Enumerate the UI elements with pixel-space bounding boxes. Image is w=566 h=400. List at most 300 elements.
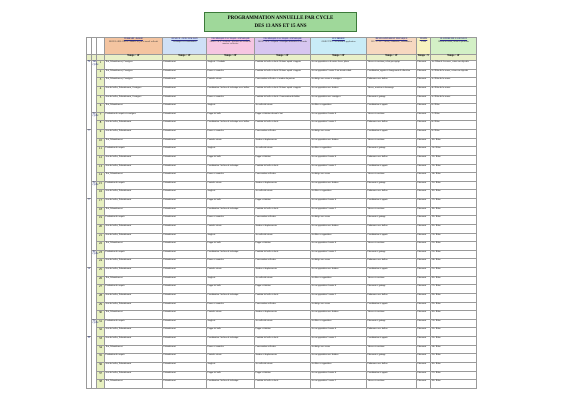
schedule-cell: Conduite de balle et duels. Relance rapide et appuis: [255, 86, 311, 95]
week-number: 17: [97, 199, 105, 208]
week-number: 22: [97, 242, 105, 251]
schedule-cell: Conservation collective: [255, 130, 311, 139]
schedule-cell: Jonglerie: [207, 362, 255, 371]
schedule-cell: Jeu en opposition en 4 contre 4 avec jokers: [311, 61, 367, 70]
schedule-cell: Soutien et deplacements: [255, 138, 311, 147]
schedule-cell: 35e. Bilan: [431, 354, 477, 363]
table-row: [87, 345, 477, 354]
schedule-cell: Jeu dirige avec zones: [311, 216, 367, 225]
schedule-cell: Frappe et finition: [255, 285, 311, 294]
week-number: 1: [97, 61, 105, 70]
schedule-cell: Jeu en opposition 4 contre 4: [311, 242, 367, 251]
schedule-cell: Etirement et gainage: [367, 216, 417, 225]
schedule-cell: Endurance avec ballon: [367, 78, 417, 87]
schedule-cell: Etirement: [417, 302, 431, 311]
schedule-cell: Coordination et appuis: [367, 164, 417, 173]
schedule-cell: Test, Echauffement: [105, 345, 163, 354]
schedule-cell: Echauffement: [163, 311, 207, 320]
table-row: [87, 250, 477, 259]
schedule-cell: Conservation collective: [255, 259, 311, 268]
schedule-cell: Coordination et appuis: [367, 199, 417, 208]
table-row: [87, 61, 477, 70]
schedule-cell: Jeu collectif oriente: [255, 319, 311, 328]
schedule-cell: Soutien et deplacements: [255, 224, 311, 233]
schedule-cell: Etirement: [417, 371, 431, 380]
schedule-cell: Echauffement: [163, 302, 207, 311]
schedule-cell: Etirement: [417, 319, 431, 328]
schedule-cell: Echauffement: [163, 224, 207, 233]
schedule-cell: Conduite de balle et duels: [255, 380, 311, 389]
schedule-cell: Frappe et finition: [255, 242, 311, 251]
schedule-cell: Coordination et appuis: [367, 104, 417, 113]
temps-label: Temps : 15': [163, 55, 207, 61]
schedule-cell: Etirement et gainage: [367, 95, 417, 104]
schedule-cell: 33e. Bilan: [431, 337, 477, 346]
schedule-cell: Endurance avec ballon: [367, 155, 417, 164]
schedule-cell: Etirement: [417, 121, 431, 130]
schedule-cell: Frappe et finition: [255, 371, 311, 380]
schedule-cell: Conduite de balle et duels: [255, 164, 311, 173]
table-row: [87, 242, 477, 251]
schedule-cell: Conservation collective: [255, 173, 311, 182]
cycle-label: 5e cycle: [92, 319, 97, 388]
schedule-cell: Controle oriente: [207, 78, 255, 87]
schedule-cell: Jeux de balles, Echauffement: [105, 371, 163, 380]
schedule-cell: 21e. Bilan: [431, 233, 477, 242]
week-number: 8: [97, 121, 105, 130]
week-number: 13: [97, 164, 105, 173]
schedule-cell: Frappe de balle: [207, 155, 255, 164]
week-number: 25: [97, 268, 105, 277]
schedule-cell: Test, Echauffement: [105, 207, 163, 216]
schedule-cell: Echauffement: [163, 216, 207, 225]
schedule-cell: Controle oriente: [207, 354, 255, 363]
table-row: [87, 95, 477, 104]
week-number: 29: [97, 302, 105, 311]
week-number: 31: [97, 319, 105, 328]
schedule-cell: Test, Echauffement, Consignes: [105, 61, 163, 70]
schedule-cell: Etirement et gainage: [367, 319, 417, 328]
schedule-cell: 37e. Bilan: [431, 371, 477, 380]
schedule-cell: Test, Echauffement: [105, 311, 163, 320]
table-row: [87, 371, 477, 380]
week-number: 26: [97, 276, 105, 285]
schedule-cell: Etirement: [417, 130, 431, 139]
table-row: [87, 147, 477, 156]
schedule-cell: Conduite de balle et duels. Conservation du ballon: [255, 95, 311, 104]
schedule-cell: Jeu dirige avec zones: [311, 259, 367, 268]
schedule-cell: Jeu en opposition avec finition: [311, 181, 367, 190]
week-number: 15: [97, 181, 105, 190]
schedule-cell: 14e. Bilan: [431, 173, 477, 182]
schedule-cell: Etirement: [417, 164, 431, 173]
schedule-cell: Test, Echauffement: [105, 104, 163, 113]
schedule-cell: Echauffement: [163, 130, 207, 139]
temps-label: Temps : 20': [255, 55, 311, 61]
schedule-cell: Echauffement: [163, 138, 207, 147]
week-number: 9: [97, 130, 105, 139]
schedule-cell: Echauffement: [163, 69, 207, 78]
table-row: [87, 69, 477, 78]
schedule-cell: Jeu en opposition 4 contre 4: [311, 371, 367, 380]
week-number: 37: [97, 371, 105, 380]
week-number: 28: [97, 293, 105, 302]
schedule-cell: Etirement: [417, 199, 431, 208]
schedule-cell: Coordination. Ateliers de technique avec ballon: [207, 86, 255, 95]
schedule-cell: Evaluation des acquis: [105, 181, 163, 190]
schedule-cell: Echauffement: [163, 155, 207, 164]
title-line-2: DES 13 ANS ET 15 ANS: [254, 24, 307, 29]
schedule-cell: Jeu libre en opposition: [311, 276, 367, 285]
schedule-cell: 18e. Bilan: [431, 207, 477, 216]
schedule-cell: Echauffement: [163, 199, 207, 208]
week-number: 20: [97, 224, 105, 233]
week-number: 11: [97, 147, 105, 156]
schedule-cell: Jeux de balles, Echauffement: [105, 130, 163, 139]
schedule-cell: Coordination et appuis: [367, 268, 417, 277]
week-number: 23: [97, 250, 105, 259]
schedule-cell: 38e. Bilan: [431, 380, 477, 389]
schedule-cell: Jeu collectif oriente: [255, 190, 311, 199]
week-number: 5: [97, 95, 105, 104]
schedule-cell: 5e. Bilan de la seance: [431, 95, 477, 104]
schedule-cell: 20e. Bilan: [431, 224, 477, 233]
schedule-cell: Vitesse et reactions: [367, 112, 417, 121]
schedule-cell: Conservation collective: [255, 216, 311, 225]
schedule-cell: Evaluation des acquis: [105, 319, 163, 328]
schedule-cell: Jeu collectif oriente: [255, 104, 311, 113]
schedule-cell: Coordination. Ateliers de technique: [207, 380, 255, 389]
schedule-cell: Controle oriente: [207, 138, 255, 147]
schedule-cell: Test, Echauffement, Consignes: [105, 69, 163, 78]
schedule-cell: Etirement: [417, 354, 431, 363]
schedule-cell: Soutien et deplacements: [255, 311, 311, 320]
schedule-cell: Etirement: [417, 259, 431, 268]
schedule-cell: Jeu dirige avec zones: [311, 130, 367, 139]
schedule-cell: Etirement: [417, 207, 431, 216]
schedule-cell: Passes et controles: [207, 69, 255, 78]
schedule-cell: Etirement: [417, 311, 431, 320]
schedule-cell: Test, Echauffement: [105, 173, 163, 182]
table-row: [87, 302, 477, 311]
schedule-cell: 13e. Bilan: [431, 164, 477, 173]
week-number: 33: [97, 337, 105, 346]
schedule-cell: Jeu libre en opposition: [311, 190, 367, 199]
temps-label: Temps : 20': [207, 55, 255, 61]
week-number: 3: [97, 78, 105, 87]
schedule-cell: Echauffement: [163, 147, 207, 156]
schedule-cell: Etirement: [417, 216, 431, 225]
schedule-cell: Conduite de balle et duels: [255, 207, 311, 216]
schedule-cell: Vitesse et reactions: [367, 380, 417, 389]
cycle-label: 2e cycle: [92, 112, 97, 181]
schedule-cell: Conservation collective et soutien du porteur: [255, 78, 311, 87]
schedule-cell: Echauffement: [163, 328, 207, 337]
week-number: 4: [97, 86, 105, 95]
schedule-cell: Coordination. Ateliers de technique: [207, 337, 255, 346]
schedule-cell: Jeu dirige avec zones et consignes: [311, 78, 367, 87]
schedule-cell: Coordination. Ateliers de technique: [207, 164, 255, 173]
table-row: [87, 112, 477, 121]
schedule-cell: 22e. Bilan: [431, 242, 477, 251]
schedule-cell: Test, Echauffement: [105, 276, 163, 285]
schedule-cell: 9e. Bilan: [431, 130, 477, 139]
schedule-cell: Jeux de balles, Echauffement: [105, 293, 163, 302]
schedule-cell: Echauffement: [163, 112, 207, 121]
schedule-cell: Etirement: [417, 86, 431, 95]
week-number: 34: [97, 345, 105, 354]
schedule-cell: Conservation collective: [255, 345, 311, 354]
schedule-cell: Controle oriente: [207, 224, 255, 233]
week-number: 27: [97, 285, 105, 294]
table-row: [87, 78, 477, 87]
schedule-cell: 27e. Bilan: [431, 285, 477, 294]
cycle-label: 3e cycle: [92, 181, 97, 250]
schedule-cell: Frappe de balle: [207, 328, 255, 337]
table-row: [87, 354, 477, 363]
schedule-cell: Frappe et finition: [255, 155, 311, 164]
page-title: [204, 12, 357, 32]
column-header: TECHNIQUE TACTIQUE / PHYSIQUE OBJECTIFS : Acquerir - Principes defensifs et offensifs: [255, 38, 311, 55]
schedule-cell: Echauffement: [163, 61, 207, 70]
schedule-cell: Jeu en opposition 5 contre 5: [311, 293, 367, 302]
schedule-cell: Frappe de balle: [207, 242, 255, 251]
schedule-cell: Jeux de balles, Echauffement, Consignes: [105, 95, 163, 104]
column-header: TEMPS 5 min: [417, 38, 431, 55]
schedule-cell: Jeu en opposition avec consignes: [311, 95, 367, 104]
schedule-cell: Endurance avec ballon: [367, 293, 417, 302]
side-label: B: [87, 337, 92, 389]
schedule-cell: Frappe de balle: [207, 199, 255, 208]
title-line-1: PROGRAMMATION ANNUELLE PAR CYCLE: [227, 16, 334, 21]
schedule-cell: Evaluation des acquis: [105, 285, 163, 294]
schedule-cell: Etirement: [417, 337, 431, 346]
schedule-cell: Etirement et gainage: [367, 147, 417, 156]
table-row: [87, 130, 477, 139]
schedule-cell: Jeu libre en opposition: [311, 104, 367, 113]
schedule-cell: Coordination et appuis: [367, 233, 417, 242]
schedule-cell: Jeu en opposition 4 contre 4: [311, 285, 367, 294]
schedule-cell: Etirement: [417, 147, 431, 156]
schedule-cell: Echauffement: [163, 337, 207, 346]
schedule-cell: 29e. Bilan: [431, 302, 477, 311]
table-row: [87, 293, 477, 302]
schedule-cell: Evaluation des acquis et consignes: [105, 112, 163, 121]
schedule-cell: Conduite de balle et duels: [255, 337, 311, 346]
table-row: [87, 181, 477, 190]
schedule-cell: Evaluation des acquis: [105, 250, 163, 259]
schedule-cell: Jeu en opposition avec finition: [311, 268, 367, 277]
schedule-cell: Jeu en opposition 5 contre 5: [311, 380, 367, 389]
schedule-cell: Jonglerie: [207, 319, 255, 328]
schedule-cell: Evaluation des acquis: [105, 147, 163, 156]
schedule-cell: Echauffement: [163, 276, 207, 285]
schedule-cell: Jonglerie: [207, 147, 255, 156]
schedule-cell: Etirement: [417, 95, 431, 104]
schedule-cell: Jeux de balles, Echauffement: [105, 302, 163, 311]
table-row: [87, 190, 477, 199]
schedule-cell: Frappe et finition: [255, 199, 311, 208]
schedule-cell: Etirement: [417, 380, 431, 389]
schedule-cell: Conservation collective: [255, 302, 311, 311]
schedule-cell: Etirement: [417, 242, 431, 251]
schedule-cell: Jeux de balles, Echauffement, Consignes: [105, 86, 163, 95]
schedule-cell: Jeux de balles, Echauffement: [105, 233, 163, 242]
schedule-cell: 36e. Bilan: [431, 362, 477, 371]
schedule-cell: Endurance avec ballon: [367, 224, 417, 233]
schedule-cell: 15e. Bilan: [431, 181, 477, 190]
schedule-cell: Endurance avec ballon: [367, 121, 417, 130]
table-row: [87, 224, 477, 233]
schedule-cell: Jeux de balles, Echauffement: [105, 224, 163, 233]
schedule-cell: Echauffement: [163, 354, 207, 363]
schedule-cell: Jonglerie: [207, 104, 255, 113]
schedule-cell: Jeu dirige avec zones: [311, 302, 367, 311]
schedule-cell: 23e. Bilan: [431, 250, 477, 259]
schedule-cell: Etirement: [417, 233, 431, 242]
week-number: 10: [97, 138, 105, 147]
schedule-cell: Frappe de balle: [207, 371, 255, 380]
table-row: [87, 259, 477, 268]
schedule-cell: Jeu collectif oriente: [255, 147, 311, 156]
schedule-cell: Etirement: [417, 155, 431, 164]
schedule-cell: Evaluation des acquis: [105, 216, 163, 225]
schedule-cell: 19e. Bilan: [431, 216, 477, 225]
schedule-cell: Echauffement: [163, 259, 207, 268]
schedule-cell: Coordination et appuis: [367, 302, 417, 311]
schedule-cell: Echauffement: [163, 371, 207, 380]
schedule-cell: Coordination. Ateliers de technique: [207, 207, 255, 216]
schedule-cell: Etirement: [417, 285, 431, 294]
schedule-cell: Jeu en opposition 4 contre 4: [311, 328, 367, 337]
side-label: T: [87, 199, 92, 268]
programmation-table: [86, 37, 477, 389]
schedule-cell: Passes et controles: [207, 95, 255, 104]
schedule-cell: Frappe de balle: [207, 285, 255, 294]
schedule-cell: Etirement: [417, 268, 431, 277]
schedule-cell: Coordination. Ateliers de technique: [207, 250, 255, 259]
schedule-cell: Jeu en opposition avec finition: [311, 86, 367, 95]
schedule-cell: Jeu libre en opposition: [311, 147, 367, 156]
schedule-cell: Jeu en opposition 4 contre 4: [311, 155, 367, 164]
schedule-cell: Jeux de balles, Echauffement: [105, 164, 163, 173]
schedule-cell: Coordination. Ateliers de technique avec ballon: [207, 121, 255, 130]
schedule-cell: 12e. Bilan: [431, 155, 477, 164]
week-number: 12: [97, 155, 105, 164]
schedule-cell: 10e. Bilan: [431, 138, 477, 147]
schedule-cell: 1er. Bilan de la seance, retour sur objectifs: [431, 61, 477, 70]
week-number: 2: [97, 69, 105, 78]
schedule-cell: Etirement: [417, 173, 431, 182]
schedule-cell: Jeu en opposition 5 contre 5: [311, 337, 367, 346]
schedule-cell: Coordination. Ateliers de technique: [207, 293, 255, 302]
schedule-cell: Passes et controles: [207, 216, 255, 225]
schedule-cell: Coordination et appuis: [367, 337, 417, 346]
schedule-cell: Passes et controles: [207, 345, 255, 354]
table-row: [87, 328, 477, 337]
schedule-cell: Echauffement: [163, 121, 207, 130]
schedule-cell: Soutien et deplacements: [255, 268, 311, 277]
schedule-cell: Etirement: [417, 61, 431, 70]
cycle-label: 1er cycle: [92, 61, 97, 113]
schedule-cell: Etirement: [417, 250, 431, 259]
schedule-cell: Jeu libre en opposition: [311, 362, 367, 371]
schedule-cell: Jonglerie: [207, 276, 255, 285]
schedule-cell: 8e. Bilan: [431, 121, 477, 130]
schedule-cell: Etirement: [417, 328, 431, 337]
schedule-cell: Coordination et appuis: [367, 130, 417, 139]
schedule-cell: Conduite de balle et duels: [255, 293, 311, 302]
schedule-cell: Etirement et gainage: [367, 285, 417, 294]
schedule-cell: Jeu en opposition 5 contre 5: [311, 121, 367, 130]
table-row: [87, 311, 477, 320]
week-number: 24: [97, 259, 105, 268]
table-row: [87, 233, 477, 242]
schedule-cell: 17e. Bilan: [431, 199, 477, 208]
schedule-cell: Coordination et appuis: [367, 371, 417, 380]
schedule-cell: Jeux de balles, Echauffement: [105, 259, 163, 268]
column-header: SEANCE : AVEC BALLON Techniques et coordination: [163, 38, 207, 55]
schedule-cell: Vitesse et reactions: [367, 345, 417, 354]
schedule-cell: 28e. Bilan: [431, 293, 477, 302]
schedule-cell: Conduite de balle et duels: [255, 250, 311, 259]
week-number: 36: [97, 362, 105, 371]
schedule-cell: Test, Echauffement: [105, 242, 163, 251]
schedule-cell: Etirement: [417, 345, 431, 354]
schedule-cell: Jeu en opposition avec finition: [311, 138, 367, 147]
schedule-cell: Echauffement: [163, 380, 207, 389]
schedule-cell: Echauffement: [163, 285, 207, 294]
schedule-cell: Jeu en opposition avec finition: [311, 224, 367, 233]
schedule-cell: Controle oriente: [207, 268, 255, 277]
table-row: [87, 173, 477, 182]
schedule-cell: Echauffement: [163, 250, 207, 259]
week-number: 32: [97, 328, 105, 337]
schedule-cell: Echauffement: [163, 78, 207, 87]
schedule-cell: Vitesse et reactions: [367, 311, 417, 320]
table-row: [87, 276, 477, 285]
schedule-cell: Jeu en opposition 4 contre 4: [311, 112, 367, 121]
schedule-cell: Etirement et gainage: [367, 181, 417, 190]
schedule-cell: Jeux de balles, Echauffement: [105, 362, 163, 371]
schedule-cell: Coordination, appuis et changement de direction: [367, 69, 417, 78]
schedule-cell: Passes et controles: [207, 173, 255, 182]
side-label: A: [87, 268, 92, 337]
schedule-cell: 7e. Bilan: [431, 112, 477, 121]
week-number: 38: [97, 380, 105, 389]
temps-label: Temps : 10': [431, 55, 477, 61]
week-header: [97, 38, 105, 55]
schedule-cell: Echauffement: [163, 181, 207, 190]
schedule-cell: Endurance avec ballon: [367, 328, 417, 337]
schedule-cell: Endurance avec ballon: [367, 190, 417, 199]
schedule-cell: Echauffement: [163, 207, 207, 216]
table-row: [87, 380, 477, 389]
schedule-cell: Jeu collectif oriente: [255, 276, 311, 285]
schedule-cell: Echauffement: [163, 104, 207, 113]
schedule-cell: Echauffement: [163, 242, 207, 251]
schedule-cell: Echauffement: [163, 190, 207, 199]
schedule-cell: Echauffement: [163, 362, 207, 371]
schedule-cell: Etirement: [417, 190, 431, 199]
schedule-cell: Passes et controles: [207, 259, 255, 268]
schedule-cell: Jeu en opposition 5 contre 5 sur terrain reduit: [311, 69, 367, 78]
cycle-label: 4e cycle: [92, 250, 97, 319]
schedule-cell: Jeu dirige avec zones: [311, 173, 367, 182]
schedule-cell: Etirement et gainage: [367, 250, 417, 259]
schedule-cell: Vitesse et reactions: [367, 207, 417, 216]
week-number: 21: [97, 233, 105, 242]
